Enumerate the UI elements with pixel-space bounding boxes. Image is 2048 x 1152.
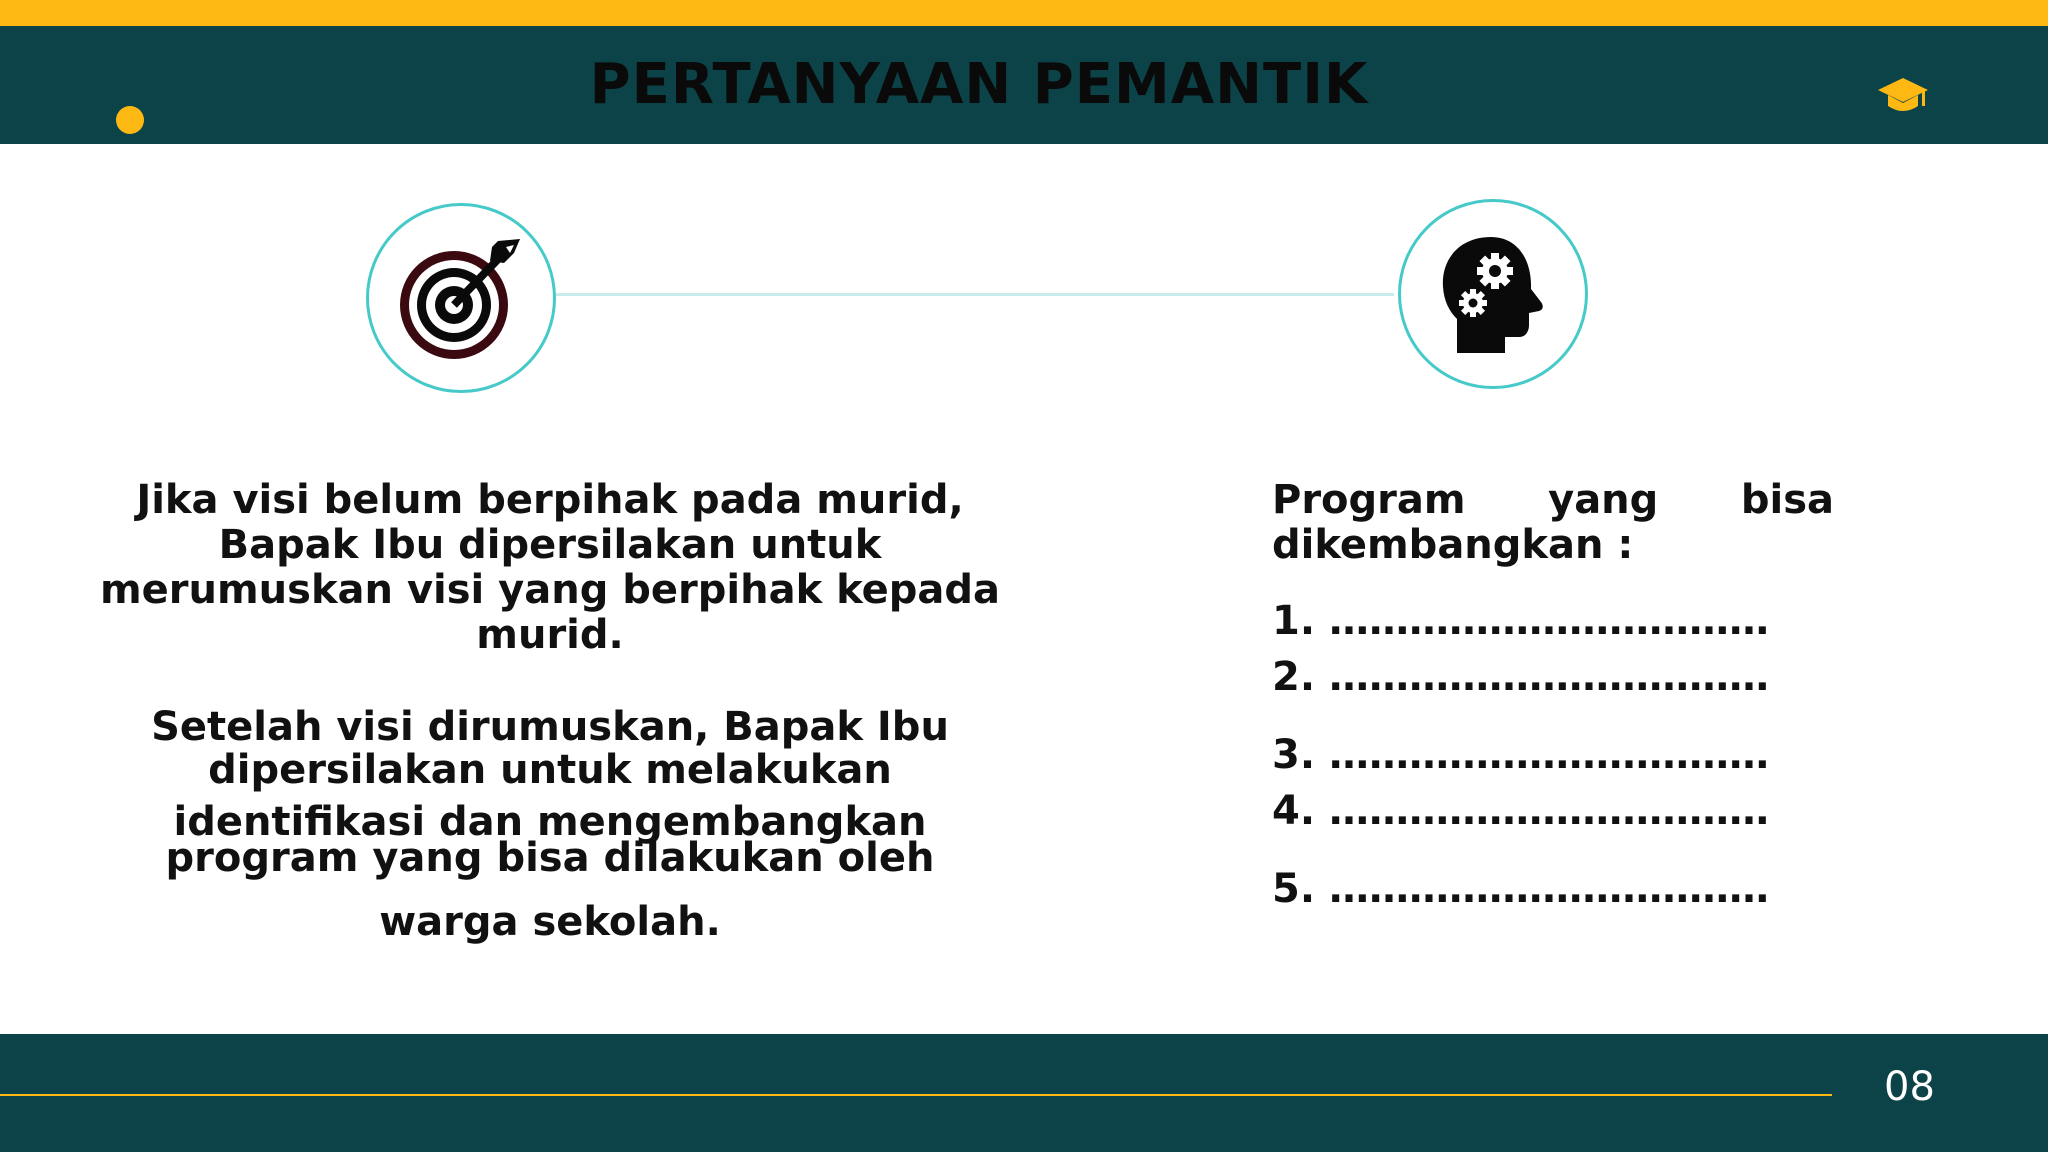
graduation-cap-icon <box>1876 74 1930 118</box>
head-gears-icon <box>1433 229 1553 359</box>
footer-bar <box>0 1034 2048 1152</box>
top-accent-bar <box>0 0 2048 26</box>
program-list-item-2: 2. …………………………… <box>1272 654 1769 700</box>
footer-divider <box>0 1094 1832 1096</box>
target-icon <box>396 233 526 363</box>
program-instruction-text-3: warga sekolah. <box>379 899 721 945</box>
page-number: 08 <box>1884 1064 1935 1110</box>
head-gears-icon-circle <box>1398 199 1588 389</box>
program-list-item-5: 5. …………………………… <box>1272 866 1769 912</box>
program-instruction-text-2: identifikasi dan mengembangkan program yang bisa dilakukan oleh <box>165 799 935 881</box>
program-list-item-4: 4. …………………………… <box>1272 788 1769 834</box>
slide-title: PERTANYAAN PEMANTIK <box>589 52 1369 117</box>
vision-instruction-text: Jika visi belum berpihak pada murid, Bapak Ibu dipersilakan untuk merumuskan visi yang berpihak kepada murid. <box>99 477 1001 658</box>
program-instruction-text-1: Setelah visi dirumuskan, Bapak Ibu dipersilakan untuk melakukan <box>151 704 949 793</box>
program-list-item-1: 1. …………………………… <box>1272 598 1769 644</box>
program-list-heading: Program yang bisa dikembangkan : <box>1272 477 1834 568</box>
program-list-item-3: 3. …………………………… <box>1272 732 1769 778</box>
target-icon-circle <box>366 203 556 393</box>
connector-line <box>556 293 1394 296</box>
